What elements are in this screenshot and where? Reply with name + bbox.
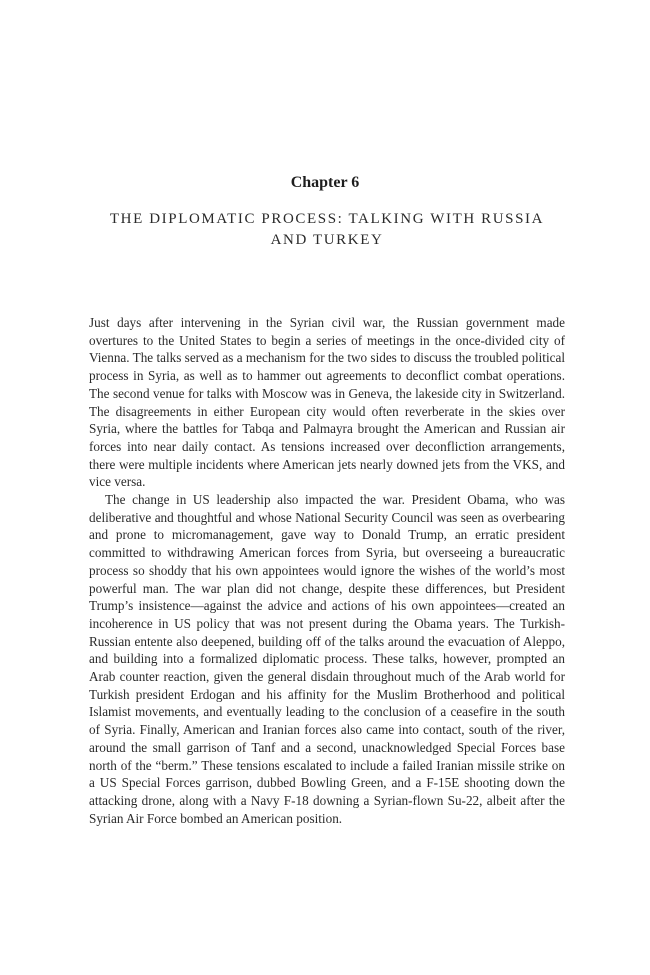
chapter-title: THE DIPLOMATIC PROCESS: TALKING WITH RUSSIA AND TURKEY [109, 211, 545, 248]
chapter-label: Chapter 6 [290, 174, 360, 191]
body-paragraph-1: Just days after intervening in the Syrian civil war, the Russian government made overtures to the United States to begin a series of meetings in the once-divided city of Vienna. The talks served as a mechanism for the two sides to discuss the troubled political process in Syria, as well as to hammer out agreements to deconflict combat operations. The second venue for talks with Moscow was in Geneva, the lakeside city in Switzerland. The disagreements in either European city would often reverberate in the skies over Syria, where the battles for Tabqa and Palmayra brought the American and Russian air forces into near daily contact. As tensions increased over deconfliction arrangements, there were multiple incidents where American jets nearly downed jets from the VKS, and vice versa. [89, 315, 565, 490]
body-paragraph-2: The change in US leadership also impacted the war. President Obama, who was deliberative and thoughtful and whose National Security Council was seen as overbearing and prone to micromanagement, gave way to Donald Trump, an erratic president committed to withdrawing American forces from Syria, but overseeing a bureaucratic process so shoddy that his own appointees would ignore the wishes of the world’s most powerful man. The war plan did not change, despite these differences, but President Trump’s insistence—against the advice and actions of his own appointees—created an incoherence in US policy that was not present during the Obama years. The Turkish-Russian entente also deepened, building off of the talks around the evacuation of Aleppo, and building into a formalized diplomatic process. These talks, however, prompted an Arab counter reaction, given the general disdain throughout much of the Arab world for Turkish president Erdogan and his affinity for the Muslim Brotherhood and political Islamist movements, and eventually leading to the conclusion of a ceasefire in the south of Syria. Finally, American and Iranian forces also came into contact, south of the river, around the small garrison of Tanf and a second, unacknowledged Special Forces base north of the “berm.” These tensions escalated to include a failed Iranian missile strike on a US Special Forces garrison, dubbed Bowling Green, and a F-15E shooting down the attacking drone, along with a Navy F-18 downing a Syrian-flown Su-22, albeit after the Syrian Air Force bombed an American position. [89, 492, 565, 826]
chapter-body [89, 314, 565, 827]
